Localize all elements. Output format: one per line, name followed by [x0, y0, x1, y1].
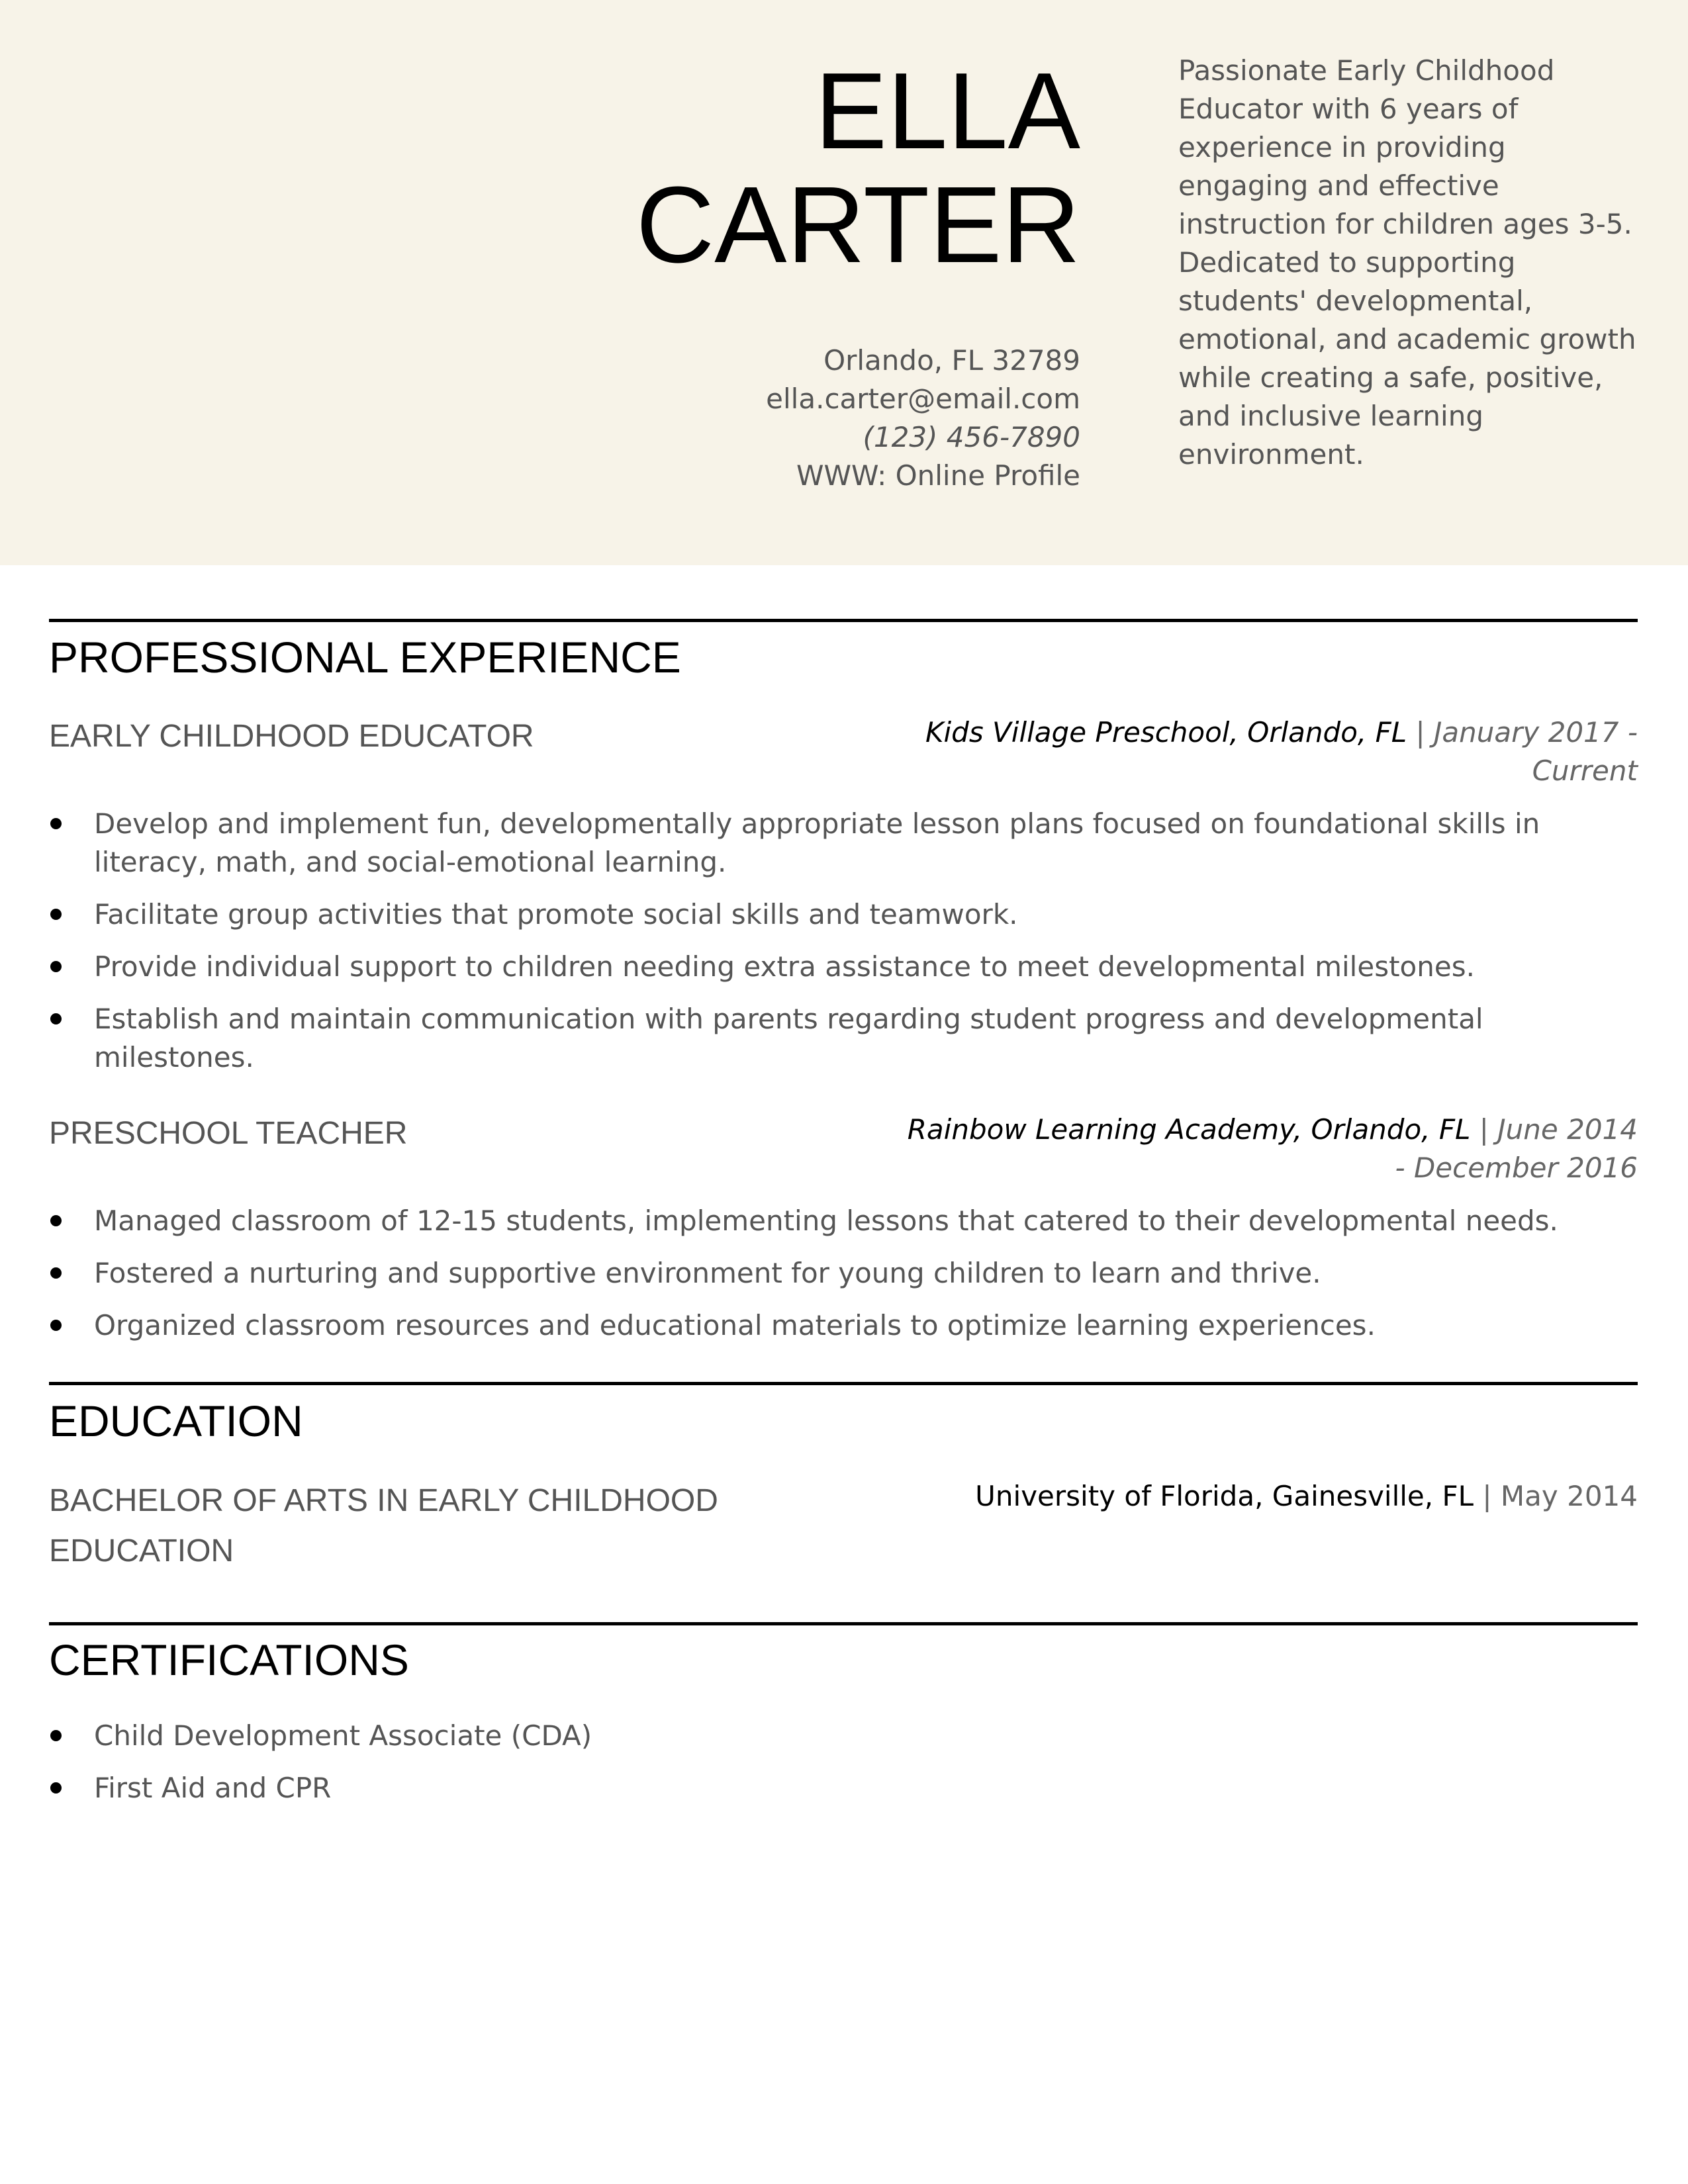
- list-item-text: Develop and implement fun, developmentally appropriate lesson plans focused on foundational skills in literacy, math, and social-emotional learning.: [94, 807, 1540, 878]
- job-title: EARLY CHILDHOOD EDUCATOR: [49, 719, 534, 754]
- school-name: University of Florida, Gainesville, FL: [975, 1480, 1474, 1512]
- list-item: [49, 1000, 1591, 1077]
- contact-info: [485, 341, 1080, 495]
- job-location: Orlando, FL: [1247, 716, 1407, 749]
- bullet-icon: [50, 1730, 62, 1741]
- list-item-text: Organized classroom resources and educational materials to optimize learning experiences.: [94, 1309, 1376, 1342]
- job-dates: June 2014 - December 2016: [1395, 1113, 1638, 1184]
- section-divider: [49, 619, 1638, 622]
- contact-phone: (123) 456-7890: [863, 421, 1080, 453]
- list-item-text: Child Development Associate (CDA): [94, 1719, 592, 1752]
- job-title: PRESCHOOL TEACHER: [49, 1116, 408, 1151]
- professional-summary: Passionate Early Childhood Educator with 6 years of experience in providing engaging and effective instruction for children ages 3-5. Dedicated to supporting students' developmental, emotional, and academic growth while creating a safe, positive, and inclusive learning environment.: [1178, 54, 1636, 471]
- list-item: [49, 948, 1591, 986]
- list-item-text: First Aid and CPR: [94, 1772, 332, 1804]
- list-item-text: Provide individual support to children needing extra assistance to meet developmental milestones.: [94, 950, 1475, 983]
- school-info: University of Florida, Gainesville, FL | May 2014: [975, 1480, 1638, 1512]
- list-item: [49, 805, 1591, 882]
- bullet-icon: [50, 961, 62, 972]
- list-item-text: Fostered a nurturing and supportive environment for young children to learn and thrive.: [94, 1257, 1321, 1289]
- contact-website: WWW: Online Profile: [796, 459, 1080, 492]
- job-employer-dates: Kids Village Preschool, Orlando, FL | January 2017 - Current: [925, 716, 1638, 787]
- first-name: ELLA: [814, 50, 1080, 171]
- job-responsibilities: [49, 805, 1591, 1091]
- job-responsibilities: [49, 1202, 1591, 1359]
- education-heading: EDUCATION: [49, 1396, 303, 1445]
- bullet-icon: [50, 909, 62, 920]
- contact-email: ella.carter@email.com: [766, 383, 1080, 415]
- certifications-heading: CERTIFICATIONS: [49, 1635, 409, 1684]
- list-item-text: Managed classroom of 12-15 students, implementing lessons that catered to their developmental needs.: [94, 1205, 1558, 1237]
- job-location: Orlando, FL: [1311, 1113, 1471, 1146]
- job-employer-dates: Rainbow Learning Academy, Orlando, FL | June 2014 - December 2016: [907, 1113, 1638, 1184]
- list-item: [49, 1254, 1591, 1293]
- section-divider: [49, 1382, 1638, 1385]
- list-item: [49, 1717, 1591, 1755]
- bullet-icon: [50, 1013, 62, 1024]
- list-item-text: Facilitate group activities that promote social skills and teamwork.: [94, 898, 1018, 931]
- bullet-icon: [50, 1320, 62, 1331]
- list-item: [49, 1769, 1591, 1807]
- experience-heading: PROFESSIONAL EXPERIENCE: [49, 633, 681, 682]
- bullet-icon: [50, 1782, 62, 1794]
- list-item: [49, 1306, 1591, 1345]
- list-item: [49, 895, 1591, 934]
- section-divider: [49, 1622, 1638, 1625]
- last-name: CARTER: [635, 164, 1080, 285]
- job-employer: Rainbow Learning Academy: [907, 1113, 1293, 1146]
- degree-title: BACHELOR OF ARTS IN EARLY CHILDHOOD EDUCATION: [49, 1483, 718, 1569]
- job-dates: January 2017 - Current: [1434, 716, 1638, 787]
- list-item-text: Establish and maintain communication with parents regarding student progress and developmental milestones.: [94, 1003, 1483, 1073]
- bullet-icon: [50, 818, 62, 829]
- certifications-list: [49, 1717, 1591, 1821]
- candidate-name: [485, 50, 1080, 285]
- list-item: [49, 1202, 1591, 1240]
- job-employer: Kids Village Preschool: [925, 716, 1230, 749]
- graduation-date: May 2014: [1500, 1480, 1638, 1512]
- bullet-icon: [50, 1215, 62, 1226]
- resume-header: [0, 0, 1688, 565]
- contact-location: Orlando, FL 32789: [823, 344, 1080, 377]
- bullet-icon: [50, 1267, 62, 1279]
